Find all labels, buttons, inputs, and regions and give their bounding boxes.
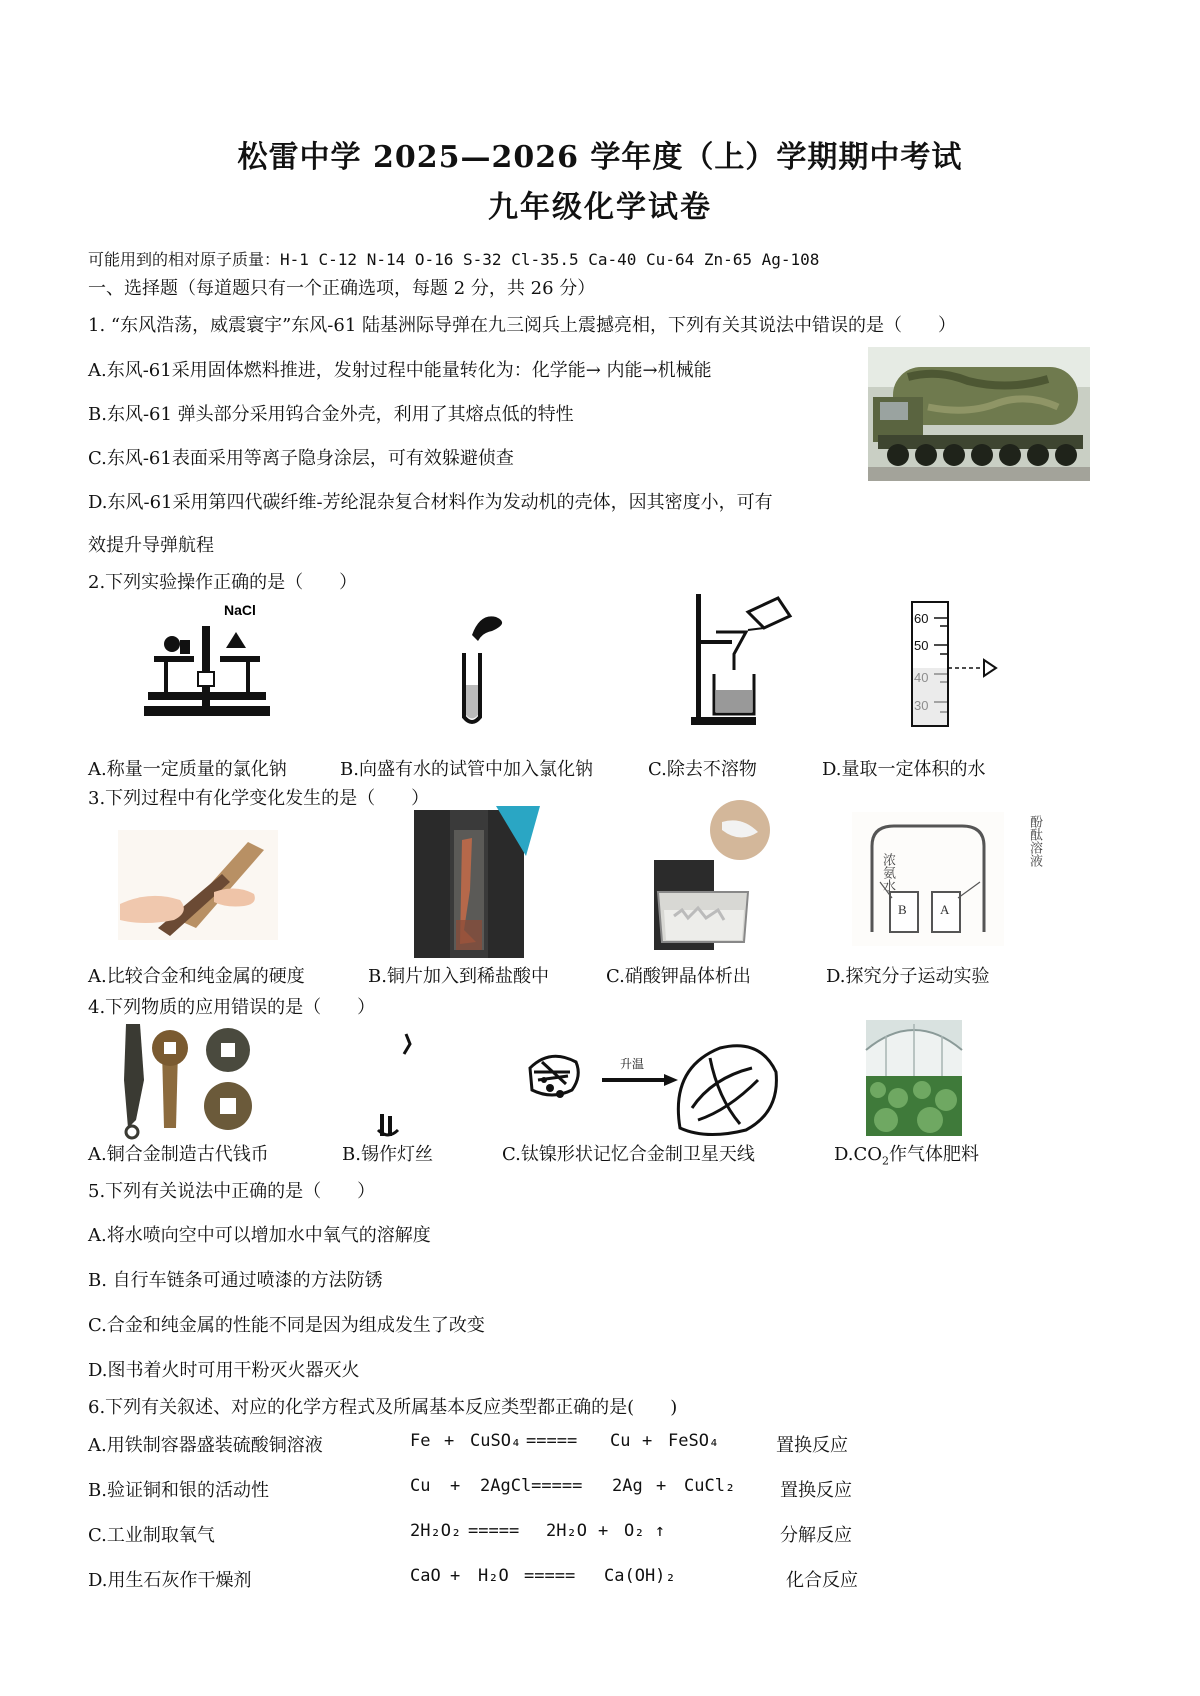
question-4-stem: 4.下列物质的应用错误的是（ ） (88, 997, 376, 1018)
q6-option-b-type: 置换反应 (780, 1480, 852, 1501)
nacl-label: NaCl (224, 602, 256, 618)
exam-subtitle: 九年级化学试卷 (488, 190, 712, 225)
ancient-coins-photo (118, 1020, 268, 1140)
q4-option-d: $D.CO_2$作气体肥料 (834, 1144, 980, 1168)
q1-option-b: B.东风-61 弹头部分采用钨合金外壳，利用了其熔点低的特性 (88, 404, 574, 425)
question-6-stem: 6.下列有关叙述、对应的化学方程式及所属基本反应类型都正确的是( ) (88, 1397, 678, 1418)
cyl-tick-60: 60 (914, 611, 929, 626)
q5-option-c: C.合金和纯金属的性能不同是因为组成发生了改变 (88, 1315, 485, 1336)
cyl-tick-50: 50 (914, 638, 929, 653)
crystallization-photo (652, 800, 772, 950)
question-2-stem: 2.下列实验操作正确的是（ ） (88, 572, 358, 593)
q4-option-c: C.钛镍形状记忆合金制卫星天线 (502, 1144, 755, 1165)
q6-option-b-equation: Cu + 2AgCl===== 2Ag + CuCl₂ (410, 1476, 736, 1496)
q1-option-d-line1: D.东风-61采用第四代碳纤维-芳纶混杂复合材料作为发动机的壳体，因其密度小，可有 (88, 492, 773, 513)
q3-option-a: A.比较合金和纯金属的硬度 (88, 966, 305, 987)
q1-option-d-line2: 效提升导弹航程 (88, 535, 214, 556)
concentrated-ammonia-label: 浓氨水 (856, 853, 895, 868)
q6-option-c-equation: 2H₂O₂ ===== 2H₂O + O₂ ↑ (410, 1521, 665, 1541)
q4-option-a: A.铜合金制造古代钱币 (88, 1144, 269, 1165)
question-3-stem: 3.下列过程中有化学变化发生的是（ ） (88, 788, 430, 809)
greenhouse-photo (866, 1020, 962, 1136)
exam-title: 松雷中学 2025—2026 学年度（上）学期期中考试 (237, 140, 963, 175)
decorative-corner-shape (496, 806, 540, 856)
q6-option-b-desc: B.验证铜和银的活动性 (88, 1480, 269, 1501)
q3-option-b: B.铜片加入到稀盐酸中 (368, 966, 549, 987)
atomic-masses: 可能用到的相对原子质量：H-1 C-12 N-14 O-16 S-32 Cl-35.5 Ca-40 Cu-64 Zn-65 Ag-108 (88, 250, 820, 269)
q6-option-d-desc: D.用生石灰作干燥剂 (88, 1570, 252, 1591)
q3-option-d: D.探究分子运动实验 (826, 966, 990, 987)
question-5-stem: 5.下列有关说法中正确的是（ ） (88, 1181, 376, 1202)
q2-option-b: B.向盛有水的试管中加入氯化钠 (340, 759, 593, 780)
heat-arrow-label: 升温 (620, 1057, 645, 1071)
question-1-stem: 1. “东风浩荡，威震寰宇”东风-61 陆基洲际导弹在九三阅兵上震撼亮相，下列有关其说法中错误的是（ ） (88, 315, 957, 336)
molecular-motion-figure (852, 812, 1042, 946)
graduated-cylinder-figure (900, 600, 1000, 730)
q6-option-c-type: 分解反应 (780, 1525, 852, 1546)
q5-option-d: D.图书着火时可用干粉灭火器灭火 (88, 1360, 360, 1381)
hardness-scratch-photo (118, 830, 278, 940)
filament-bulb-figure (370, 1030, 420, 1140)
q6-option-a-desc: A.用铁制容器盛装硫酸铜溶液 (88, 1435, 323, 1456)
balance-weighing-figure (142, 596, 272, 726)
shape-memory-antenna-figure (520, 1028, 788, 1152)
phenolphthalein-label: 酚酞溶液 (990, 815, 1042, 830)
q5-option-a: A.将水喷向空中可以增加水中氧气的溶解度 (88, 1225, 431, 1246)
q3-option-c: C.硝酸钾晶体析出 (606, 966, 751, 987)
beaker-b-label: B (898, 902, 907, 917)
q6-option-d-type: 化合反应 (786, 1570, 858, 1591)
q2-option-a: A.称量一定质量的氯化钠 (88, 759, 287, 780)
q1-option-c: C.东风-61表面采用等离子隐身涂层，可有效躲避侦查 (88, 448, 514, 469)
filtration-figure (686, 592, 796, 727)
test-tube-figure (442, 605, 522, 730)
section-heading: 一、选择题（每道题只有一个正确选项，每题 2 分，共 26 分） (88, 278, 596, 299)
q6-option-c-desc: C.工业制取氧气 (88, 1525, 215, 1546)
q6-option-a-equation: Fe + CuSO₄ ===== Cu + FeSO₄ (410, 1431, 720, 1451)
q4-option-b: B.锡作灯丝 (342, 1144, 433, 1165)
q5-option-b: B. 自行车链条可通过喷漆的方法防锈 (88, 1270, 383, 1291)
beaker-a-label: A (940, 902, 950, 917)
missile-launcher-photo (868, 347, 1090, 481)
q2-option-d: D.量取一定体积的水 (822, 759, 986, 780)
q6-option-a-type: 置换反应 (776, 1435, 848, 1456)
q6-option-d-equation: CaO + H₂O ===== Ca(OH)₂ (410, 1566, 676, 1586)
q2-option-c: C.除去不溶物 (648, 759, 757, 780)
q1-option-a: A.东风-61采用固体燃料推进，发射过程中能量转化为：化学能→ 内能→机械能 (88, 360, 712, 381)
